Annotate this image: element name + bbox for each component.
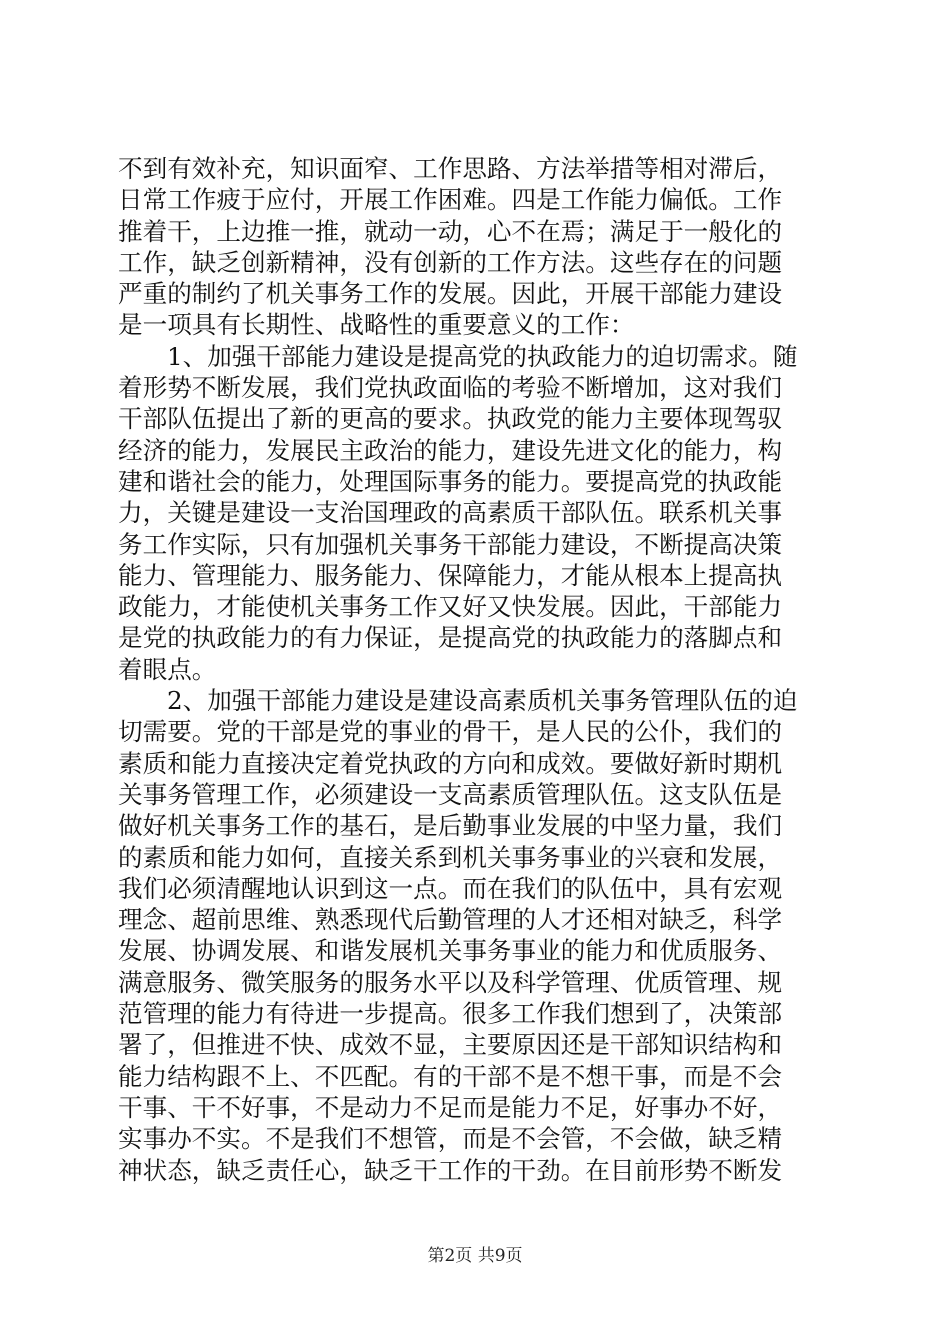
text-line: 关事务管理工作，必须建设一支高素质管理队伍。这支队伍是 [118,779,783,809]
text-line: 范管理的能力有待进一步提高。很多工作我们想到了，决策部 [118,999,783,1029]
text-line: 素质和能力直接决定着党执政的方向和成效。要做好新时期机 [118,748,783,778]
text-line: 神状态，缺乏责任心，缺乏干工作的干劲。在目前形势不断发 [118,1155,783,1185]
text-line: 不到有效补充，知识面窄、工作思路、方法举措等相对滞后， [118,154,783,183]
text-line: 经济的能力，发展民主政治的能力，建设先进文化的能力，构 [118,435,783,465]
text-line: 发展、协调发展、和谐发展机关事务事业的能力和优质服务、 [118,936,783,966]
text-line: 干部队伍提出了新的更高的要求。执政党的能力主要体现驾驭 [118,404,783,434]
page-footer: 第2页 共9页 [427,1246,523,1266]
text-line: 力，关键是建设一支治国理政的高素质干部队伍。联系机关事 [118,498,783,528]
paragraph [118,685,838,1186]
text-line: 务工作实际，只有加强机关事务干部能力建设，不断提高决策 [118,529,783,559]
text-line: 是一项具有长期性、战略性的重要意义的工作： [118,310,635,340]
text-line: 着形势不断发展，我们党执政面临的考验不断增加，这对我们 [118,373,783,403]
text-line: 做好机关事务工作的基石，是后勤事业发展的中坚力量，我们 [118,811,783,841]
document-body [118,153,838,1186]
text-line: 切需要。党的干部是党的事业的骨干，是人民的公仆，我们的 [118,717,783,747]
text-line: 能力、管理能力、服务能力、保障能力，才能从根本上提高执 [118,560,783,590]
text-line: 1、加强干部能力建设是提高党的执政能力的迫切需求。随 [167,341,798,371]
paragraph [118,341,838,685]
text-line: 2、加强干部能力建设是建设高素质机关事务管理队伍的迫 [167,686,798,716]
text-line: 理念、超前思维、熟悉现代后勤管理的人才还相对缺乏，科学 [118,905,783,935]
text-line: 政能力，才能使机关事务工作又好又快发展。因此，干部能力 [118,592,783,622]
text-line: 的素质和能力如何，直接关系到机关事务事业的兴衰和发展， [118,842,783,872]
text-line: 日常工作疲于应付，开展工作困难。四是工作能力偏低。工作 [118,185,783,215]
text-line: 是党的执政能力的有力保证，是提高党的执政能力的落脚点和 [118,623,783,653]
text-line: 能力结构跟不上、不匹配。有的干部不是不想干事，而是不会 [118,1061,783,1091]
text-line: 工作，缺乏创新精神，没有创新的工作方法。这些存在的问题 [118,247,783,277]
text-line: 建和谐社会的能力，处理国际事务的能力。要提高党的执政能 [118,466,783,496]
text-line: 满意服务、微笑服务的服务水平以及科学管理、优质管理、规 [118,967,783,997]
text-line: 严重的制约了机关事务工作的发展。因此，开展干部能力建设 [118,279,783,309]
text-line: 我们必须清醒地认识到这一点。而在我们的队伍中，具有宏观 [118,873,783,903]
text-line: 署了，但推进不快、成效不显，主要原因还是干部知识结构和 [118,1030,783,1060]
text-line: 着眼点。 [118,654,217,684]
paragraph [118,153,838,341]
text-line: 实事办不实。不是我们不想管，而是不会管，不会做，缺乏精 [118,1124,783,1154]
text-line: 推着干，上边推一推，就动一动，心不在焉；满足于一般化的 [118,216,783,246]
text-line: 干事、干不好事，不是动力不足而是能力不足，好事办不好， [118,1092,783,1122]
